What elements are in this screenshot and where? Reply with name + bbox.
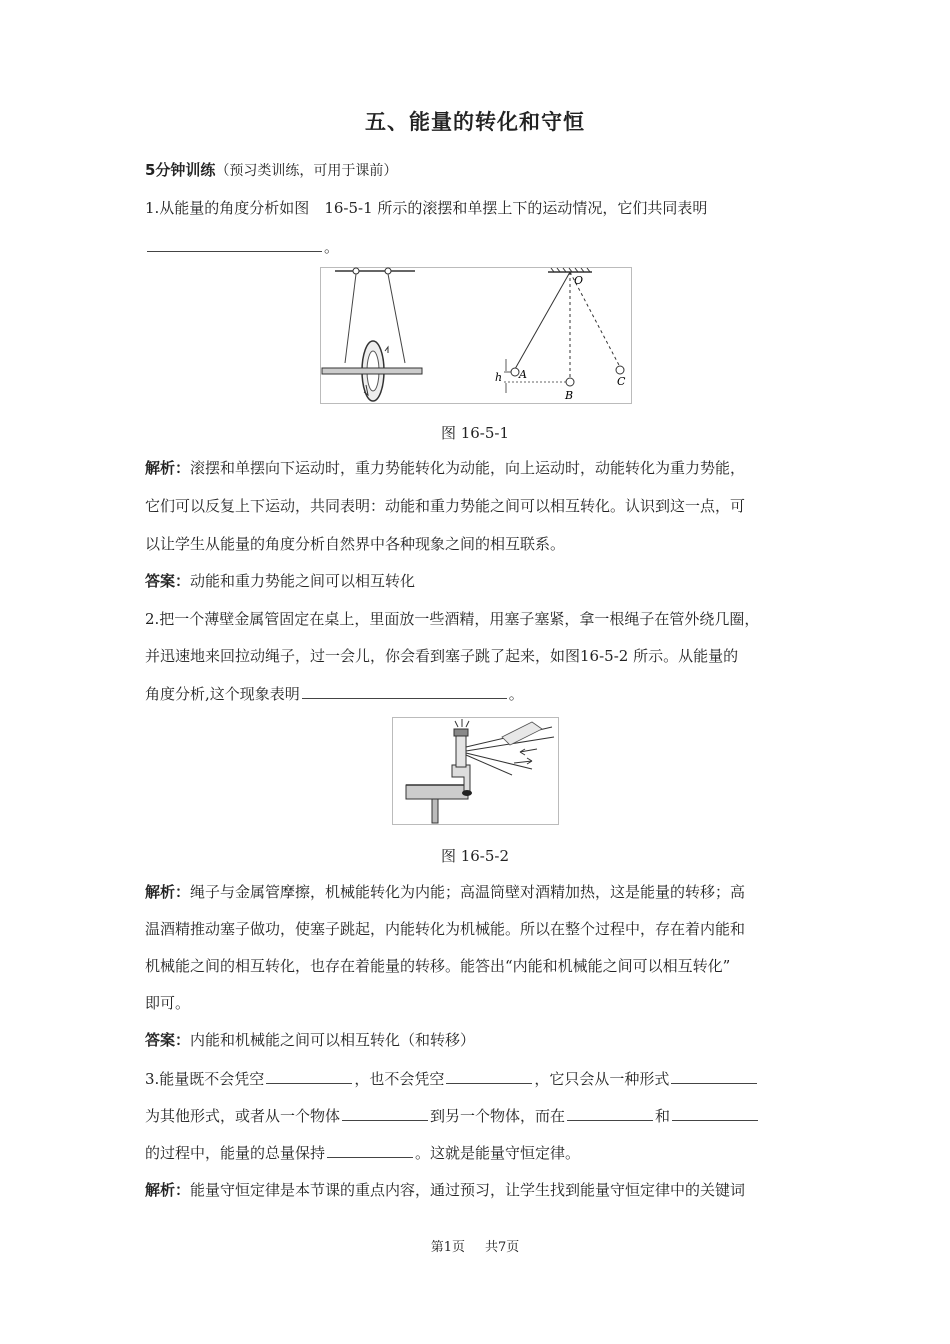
q2-analysis-line-4: 即可。 [145,994,191,1012]
q3-line-3 [145,1142,825,1163]
q1-analysis-line-1 [145,458,825,478]
q2-line-3 [145,683,825,704]
section-note: （预习类训练，可用于课前） [215,163,398,179]
q2-blank [302,683,507,699]
q1-answer [145,571,825,591]
q3-line-1 [145,1068,825,1089]
q3-blank-6 [672,1105,758,1121]
q1-blank [147,236,322,252]
maxwell-wheel-diagram [322,268,422,401]
label-o: O [574,274,584,287]
q3-blank-4 [342,1105,428,1121]
q3-analysis-text: 能量守恒定律是本节课的重点内容，通过预习，让学生找到能量守恒定律中的关键词 [190,1181,746,1199]
page-total: 共7页 [485,1240,520,1255]
q2-line-1: 2.把一个薄壁金属管固定在桌上，里面放一些酒精，用塞子塞紧，拿一根绳子在管外绕几圈， [145,610,760,628]
label-h: h [495,371,503,384]
q3-text-2a: 为其他形式，或者从一个物体 [145,1107,341,1125]
q3-text-1b: ，也不会凭空 [354,1070,445,1088]
figure-16-5-2-caption: 图 16-5-2 [440,847,510,865]
q2-answer-label: 答案： [145,1031,191,1049]
q1-text: 1.从能量的角度分析如图 16-5-1 所示的滚摆和单摆上下的运动情况，它们共同表明 [145,199,708,217]
q3-text-3b: 。这就是能量守恒定律。 [415,1144,581,1162]
section-heading: 5分钟训练 [145,161,216,179]
q1-answer-line [145,236,825,257]
q3-blank-5 [567,1105,653,1121]
q1-analysis-text-1: 滚摆和单摆向下运动时，重力势能转化为动能，向上运动时，动能转化为重力势能， [190,459,746,477]
figure-16-5-1 [320,267,632,404]
q1-analysis-line-3: 以让学生从能量的角度分析自然界中各种现象之间的相互联系。 [145,535,566,553]
q2-analysis-text-1: 绳子与金属管摩擦，机械能转化为内能；高温筒壁对酒精加热，这是能量的转移；高 [190,883,746,901]
q2-analysis-line-2: 温酒精推动塞子做功，使塞子跳起，内能转化为机械能。所以在整个过程中，存在着内能和 [145,920,746,938]
q2-line-3-text: 角度分析,这个现象表明 [145,685,300,703]
q3-blank-2 [446,1068,532,1084]
q1-answer-text: 动能和重力势能之间可以相互转化 [190,572,416,590]
q3-analysis-line-1 [145,1180,825,1200]
q2-answer-text: 内能和机械能之间可以相互转化（和转移） [190,1031,476,1049]
q3-text-1c: ，它只会从一种形式 [534,1070,670,1088]
q2-answer [145,1030,825,1050]
q3-blank-7 [327,1142,413,1158]
q3-analysis-label: 解析： [145,1181,191,1199]
q2-analysis-label: 解析： [145,883,191,901]
page-footer [0,1236,950,1255]
metal-tube-diagram [406,719,554,823]
q3-text-2c: 和 [655,1107,671,1125]
q3-blank-1 [266,1068,352,1084]
label-c: C [617,375,626,388]
q3-blank-3 [671,1068,757,1084]
q2-line-2: 并迅速地来回拉动绳子，过一会儿，你会看到塞子跳了起来，如图16-5-2 所示。从能量的 [145,647,739,665]
q3-text-3a: 的过程中，能量的总量保持 [145,1144,326,1162]
q1-analysis-label: 解析： [145,459,191,477]
q3-line-2 [145,1105,825,1126]
q1-answer-label: 答案： [145,572,191,590]
q3-text-1a: 3.能量既不会凭空 [145,1070,265,1088]
page-number: 第1页 [430,1240,465,1255]
figure-16-5-1-caption: 图 16-5-1 [440,424,510,442]
q1-end: 。 [324,238,340,256]
page-title: 五、能量的转化和守恒 [365,110,585,134]
q2-analysis-line-3: 机械能之间的相互转化，也存在着能量的转移。能答出“内能和机械能之间可以相互转化” [145,957,731,975]
label-a: A [519,368,527,381]
section-heading-line [145,160,825,181]
simple-pendulum-diagram [495,268,626,402]
label-b: B [565,389,574,402]
q2-end: 。 [508,685,524,703]
q2-analysis-line-1 [145,882,825,902]
figure-16-5-2 [392,717,559,825]
q1-analysis-line-2: 它们可以反复上下运动，共同表明：动能和重力势能之间可以相互转化。认识到这一点，可 [145,497,746,515]
q3-text-2b: 到另一个物体，而在 [430,1107,566,1125]
